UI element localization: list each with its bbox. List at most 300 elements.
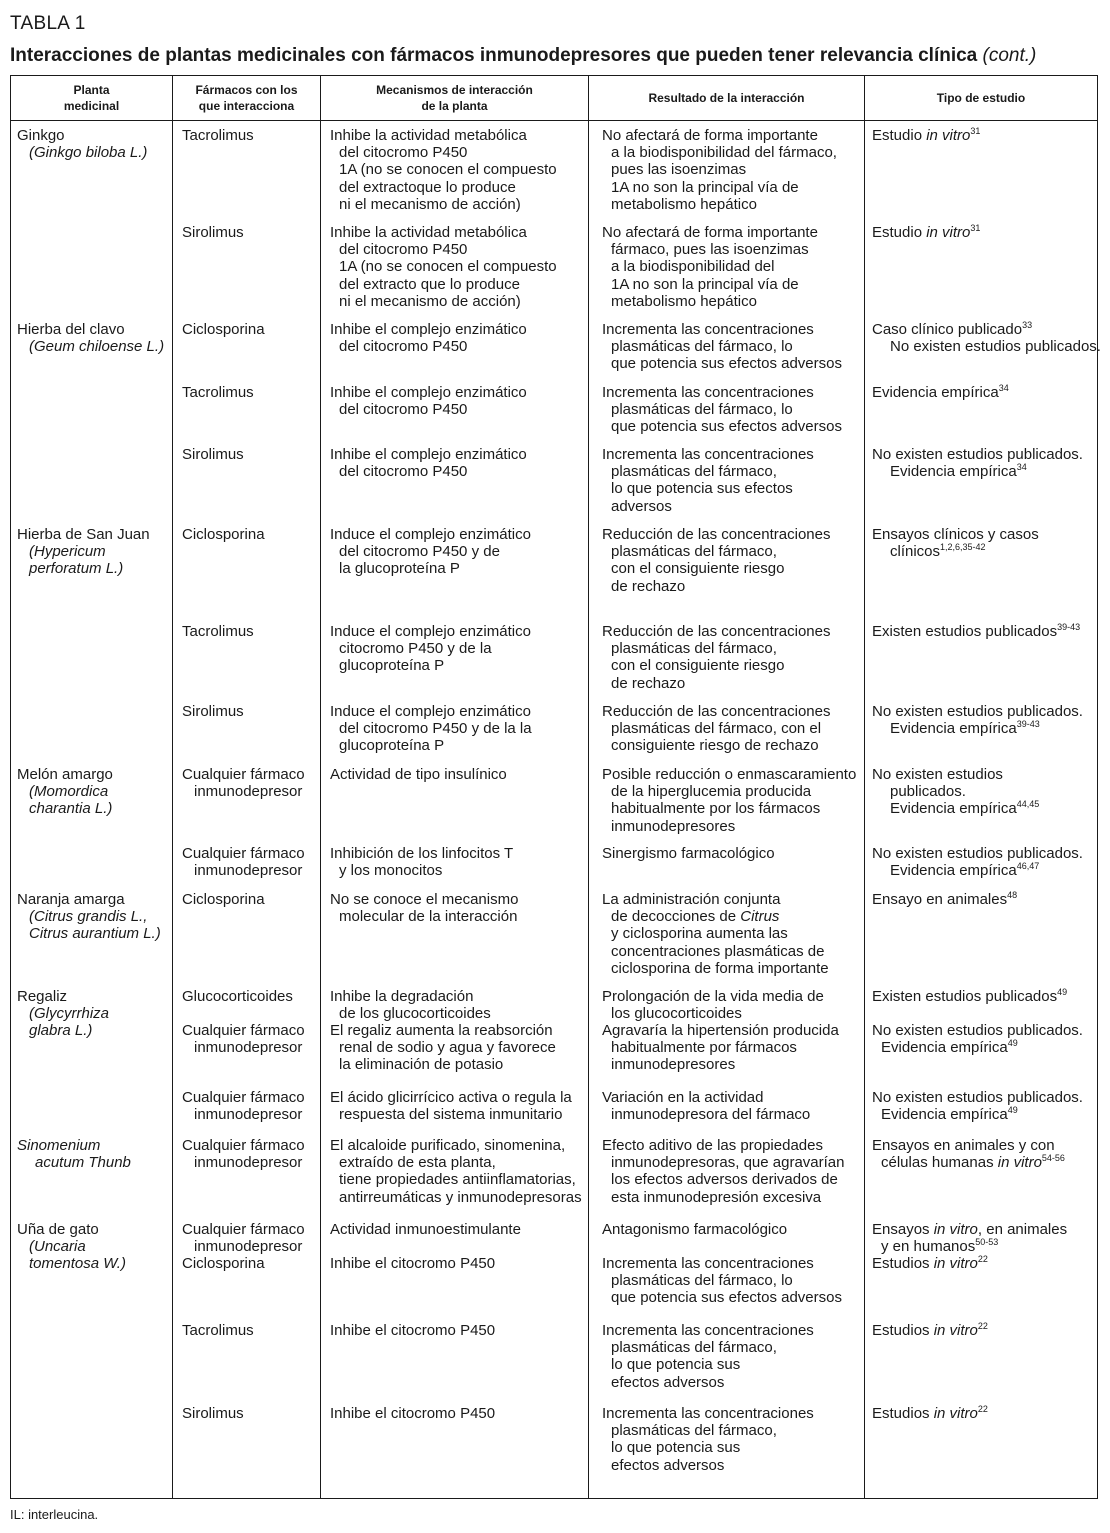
cell-result — [602, 127, 870, 213]
header-plant — [11, 76, 172, 120]
cell-mechanism — [330, 703, 592, 755]
cell-drug — [182, 623, 322, 640]
study-line: Ensayo en animales$^{48}$ — [872, 890, 1018, 908]
mechanism-line: El ácido glicirrícico activa o regula la — [330, 1089, 572, 1106]
italic-term: in vitro — [997, 1154, 1042, 1172]
cell-mechanism — [330, 766, 592, 783]
result-line: La administración conjunta — [602, 891, 781, 908]
result-line: lo que potencia sus efectos — [611, 480, 793, 498]
mechanism-line: Actividad de tipo insulínico — [330, 766, 507, 783]
cell-drug — [182, 446, 322, 463]
result-line: Incrementa las concentraciones — [602, 1405, 814, 1422]
drug-line: Tacrolimus — [182, 384, 254, 401]
drug-line: Ciclosporina — [182, 526, 265, 543]
header-drugs — [173, 76, 320, 120]
mechanism-line: del citocromo P450 — [339, 338, 468, 356]
result-line: esta inmunodepresión excesiva — [611, 1188, 822, 1206]
drug-line: inmunodepresor — [194, 1106, 303, 1124]
cell-mechanism — [330, 891, 592, 925]
cell-study — [872, 526, 1098, 560]
header-text: Fármacos con los — [195, 83, 298, 97]
table-footnote: IL: interleucina. — [10, 1507, 99, 1522]
result-line: inmunodepresores — [611, 1056, 736, 1074]
cell-study — [872, 891, 1098, 908]
cell-study — [872, 1137, 1098, 1171]
header-text: de la planta — [421, 99, 488, 113]
study-line: publicados. — [890, 783, 966, 801]
cell-result — [602, 1405, 870, 1474]
cell-drug — [182, 1322, 322, 1339]
result-line: de rechazo — [611, 674, 686, 692]
study-line: clínicos$^{1,2,6,35-42}$ — [890, 542, 986, 561]
drug-line: inmunodepresor — [194, 783, 303, 801]
mechanism-line: El alcaloide purificado, sinomenina, — [330, 1137, 566, 1154]
result-line: de la hiperglucemia producida — [611, 783, 812, 801]
result-line: Incrementa las concentraciones — [602, 1322, 814, 1339]
mechanism-line: Induce el complejo enzimático — [330, 703, 531, 720]
study-line: Estudios in vitro$^{22}$ — [872, 1404, 988, 1422]
result-line: 1A no son la principal vía de — [611, 275, 799, 293]
study-line: Evidencia empírica$^{34}$ — [890, 462, 1027, 481]
result-line: Reducción de las concentraciones — [602, 526, 831, 543]
table-label: TABLA 1 — [10, 13, 86, 34]
citation-ref: 48 — [1007, 890, 1018, 900]
cell-drug — [182, 1089, 322, 1123]
cell-drug — [182, 224, 322, 241]
mechanism-line: Inhibe el citocromo P450 — [330, 1405, 496, 1422]
mechanism-line: la glucoproteína P — [339, 560, 460, 578]
plant-name-line: Hierba de San Juan — [17, 526, 150, 543]
column-divider — [172, 75, 173, 1499]
italic-term: in vitro — [933, 1405, 978, 1422]
cell-study — [872, 1221, 1098, 1255]
cell-mechanism — [330, 384, 592, 418]
drug-line: Cualquier fármaco — [182, 1022, 305, 1039]
table-title-suffix: (cont.) — [982, 45, 1037, 66]
mechanism-line: Induce el complejo enzimático — [330, 526, 531, 543]
mechanism-line: del citocromo P450 y de — [339, 543, 500, 561]
result-line: Reducción de las concentraciones — [602, 703, 831, 720]
italic-term: in vitro — [933, 1255, 978, 1272]
cell-drug — [182, 1137, 322, 1171]
cell-drug — [182, 1255, 322, 1272]
mechanism-line: de los glucocorticoides — [339, 1005, 491, 1023]
cell-study — [872, 320, 1101, 356]
cell-mechanism — [330, 1255, 592, 1272]
result-line: Incrementa las concentraciones — [602, 446, 814, 463]
mechanism-line: del extracto que lo produce — [339, 275, 520, 293]
plant-name-line: acutum Thunb — [35, 1154, 131, 1172]
result-line: plasmáticas del fármaco, — [611, 1422, 777, 1440]
plant-name-line: (Uncaria — [29, 1238, 86, 1256]
cell-plant — [17, 766, 167, 818]
cell-mechanism — [330, 127, 592, 213]
result-line: a la biodisponibilidad del fármaco, — [611, 144, 837, 162]
result-line: plasmáticas del fármaco, lo — [611, 401, 793, 419]
plant-name-line: (Hypericum — [29, 543, 106, 561]
cell-study — [872, 703, 1098, 737]
cell-drug — [182, 845, 322, 879]
result-line: 1A no son la principal vía de — [611, 178, 799, 196]
result-line: Agravaría la hipertensión producida — [602, 1022, 839, 1039]
cell-drug — [182, 703, 322, 720]
result-line: Reducción de las concentraciones — [602, 623, 831, 640]
cell-result — [602, 321, 870, 373]
result-line: que potencia sus efectos adversos — [611, 1289, 842, 1307]
mechanism-line: 1A (no se conocen el compuesto — [339, 161, 557, 179]
plant-name-line: Citrus aurantium L.) — [29, 925, 161, 943]
citation-ref: 39-43 — [1016, 719, 1040, 730]
plant-name-line: Sinomenium — [17, 1137, 101, 1154]
header-result — [589, 76, 864, 120]
table-title-text: Interacciones de plantas medicinales con fármacos inmunodepresores que pueden tener relevancia clínica — [10, 45, 978, 66]
cell-result — [602, 988, 870, 1022]
result-line: Variación en la actividad — [602, 1089, 764, 1106]
study-line: Estudio in vitro$^{31}$ — [872, 126, 981, 144]
plant-name-line: Ginkgo — [17, 127, 65, 144]
citation-ref: 34 — [1016, 462, 1027, 473]
mechanism-line: Inhibe el citocromo P450 — [330, 1322, 496, 1339]
cell-mechanism — [330, 1221, 592, 1238]
drug-line: inmunodepresor — [194, 862, 303, 880]
mechanism-line: ni el mecanismo de acción) — [339, 195, 521, 213]
cell-study — [872, 446, 1098, 480]
mechanism-line: Inhibe el complejo enzimático — [330, 384, 527, 401]
citation-ref: 22 — [977, 1404, 988, 1414]
mechanism-line: Actividad inmunoestimulante — [330, 1221, 521, 1238]
result-line: con el consiguiente riesgo — [611, 657, 785, 675]
table-title — [10, 45, 1036, 67]
cell-result — [602, 446, 870, 515]
result-line: Incrementa las concentraciones — [602, 1255, 814, 1272]
result-line: y ciclosporina aumenta las — [611, 925, 788, 943]
result-line: metabolismo hepático — [611, 292, 757, 310]
result-line: Sinergismo farmacológico — [602, 845, 775, 862]
mechanism-line: 1A (no se conocen el compuesto — [339, 258, 557, 276]
mechanism-line: antirreumáticas y inmunodepresoras — [339, 1188, 582, 1206]
result-line: que potencia sus efectos adversos — [611, 355, 842, 373]
result-line: Incrementa las concentraciones — [602, 321, 814, 338]
citation-ref: 34 — [998, 383, 1009, 393]
result-line: de decocciones de Citrus — [611, 908, 780, 926]
cell-result — [602, 703, 870, 755]
plant-name-line: tomentosa W.) — [29, 1255, 126, 1273]
citation-ref: 54-56 — [1041, 1153, 1065, 1164]
mechanism-line: Inhibe la actividad metabólica — [330, 127, 527, 144]
drug-line: Cualquier fármaco — [182, 1137, 305, 1154]
cell-mechanism — [330, 1089, 592, 1123]
cell-study — [872, 1255, 1098, 1272]
result-line: habitualmente por los fármacos — [611, 800, 821, 818]
result-line: lo que potencia sus — [611, 1356, 741, 1374]
cell-plant — [17, 988, 167, 1040]
result-line: efectos adversos — [611, 1373, 725, 1391]
cell-mechanism — [330, 224, 592, 310]
citation-ref: 33 — [1022, 320, 1033, 330]
cell-drug — [182, 766, 322, 800]
mechanism-line: glucoproteína P — [339, 737, 445, 755]
mechanism-line: extraído de esta planta, — [339, 1154, 496, 1172]
result-line: consiguiente riesgo de rechazo — [611, 737, 819, 755]
header-mechanism — [321, 76, 588, 120]
cell-mechanism — [330, 526, 592, 578]
mechanism-line: Inhibe el complejo enzimático — [330, 446, 527, 463]
cell-mechanism — [330, 446, 592, 480]
plant-name-line: Melón amargo — [17, 766, 113, 783]
citation-ref: 46,47 — [1016, 861, 1040, 872]
result-line: plasmáticas del fármaco, con el — [611, 720, 822, 738]
mechanism-line: tiene propiedades antiinflamatorias, — [339, 1171, 576, 1189]
header-text: Tipo de estudio — [936, 91, 1026, 105]
citation-ref: 49 — [1007, 1038, 1018, 1049]
italic-term: in vitro — [926, 127, 971, 144]
cell-study — [872, 766, 1098, 818]
study-line: No existen estudios publicados. — [872, 1089, 1083, 1106]
drug-line: inmunodepresor — [194, 1039, 303, 1057]
cell-drug — [182, 891, 322, 908]
mechanism-line: citocromo P450 y de la — [339, 640, 492, 658]
drug-line: Ciclosporina — [182, 891, 265, 908]
header-study — [865, 76, 1097, 120]
cell-mechanism — [330, 623, 592, 675]
drug-line: Tacrolimus — [182, 623, 254, 640]
citation-ref: 1,2,6,35-42 — [940, 542, 986, 553]
drug-line: Tacrolimus — [182, 1322, 254, 1339]
study-line: Evidencia empírica$^{49}$ — [881, 1038, 1018, 1057]
mechanism-line: Induce el complejo enzimático — [330, 623, 531, 640]
italic-term: Citrus — [740, 908, 780, 926]
italic-term: in vitro — [933, 1221, 978, 1238]
drug-line: Cualquier fármaco — [182, 1221, 305, 1238]
cell-mechanism — [330, 1405, 592, 1422]
cell-study — [872, 988, 1098, 1005]
study-line: No existen estudios — [872, 766, 1003, 783]
cell-result — [602, 1022, 870, 1074]
cell-study — [872, 384, 1098, 401]
result-line: efectos adversos — [611, 1456, 725, 1474]
study-line: No existen estudios publicados. — [872, 1022, 1083, 1039]
study-line: Existen estudios publicados$^{39-43}$ — [872, 622, 1081, 640]
mechanism-line: Inhibe el complejo enzimático — [330, 321, 527, 338]
result-line: a la biodisponibilidad del — [611, 258, 775, 276]
study-line: Estudio in vitro$^{31}$ — [872, 223, 981, 241]
study-line: No existen estudios publicados. — [872, 845, 1083, 862]
result-line: plasmáticas del fármaco, — [611, 640, 777, 658]
study-line: Ensayos in vitro, en animales — [872, 1221, 1068, 1238]
result-line: Incrementa las concentraciones — [602, 384, 814, 401]
header-separator — [10, 120, 1098, 121]
cell-result — [602, 623, 870, 692]
cell-drug — [182, 526, 322, 543]
cell-plant — [17, 526, 167, 578]
mechanism-line: Inhibe el citocromo P450 — [330, 1255, 496, 1272]
result-line: Posible reducción o enmascaramiento — [602, 766, 857, 783]
drug-line: Glucocorticoides — [182, 988, 293, 1005]
italic-term: in vitro — [933, 1322, 978, 1339]
study-line: y en humanos$^{50-53}$ — [881, 1237, 999, 1256]
plant-name-line: Uña de gato — [17, 1221, 99, 1238]
cell-plant — [17, 1137, 167, 1171]
result-line: de rechazo — [611, 577, 686, 595]
drug-line: Ciclosporina — [182, 321, 265, 338]
citation-ref: 39-43 — [1057, 622, 1081, 632]
cell-result — [602, 384, 870, 436]
study-line: Caso clínico publicado$^{33}$ — [872, 320, 1033, 338]
plant-name-line: (Ginkgo biloba L.) — [29, 144, 148, 162]
drug-line: Sirolimus — [182, 446, 244, 463]
cell-result — [602, 766, 870, 835]
mechanism-line: molecular de la interacción — [339, 908, 518, 926]
result-line: Efecto aditivo de las propiedades — [602, 1137, 823, 1154]
result-line: inmunodepresoras, que agravarían — [611, 1154, 845, 1172]
citation-ref: 49 — [1057, 987, 1068, 997]
citation-ref: 31 — [970, 223, 981, 233]
cell-result — [602, 224, 870, 310]
mechanism-line: del citocromo P450 — [339, 401, 468, 419]
cell-mechanism — [330, 1137, 592, 1206]
cell-study — [872, 1405, 1098, 1422]
drug-line: Sirolimus — [182, 703, 244, 720]
study-line: Existen estudios publicados$^{49}$ — [872, 987, 1068, 1005]
mechanism-line: del extractoque lo produce — [339, 178, 516, 196]
drug-line: Ciclosporina — [182, 1255, 265, 1272]
plant-name-line: glabra L.) — [29, 1022, 93, 1040]
result-line: metabolismo hepático — [611, 195, 757, 213]
cell-plant — [17, 321, 167, 355]
study-line: Ensayos en animales y con — [872, 1137, 1055, 1154]
study-line: No existen estudios publicados. — [872, 446, 1083, 463]
cell-study — [872, 224, 1098, 241]
plant-name-line: (Citrus grandis L., — [29, 908, 148, 926]
mechanism-line: y los monocitos — [339, 862, 443, 880]
result-line: plasmáticas del fármaco, — [611, 1339, 777, 1357]
study-line: No existen estudios publicados. — [872, 703, 1083, 720]
cell-plant — [17, 127, 167, 161]
result-line: adversos — [611, 497, 672, 515]
cell-drug — [182, 1022, 322, 1056]
cell-plant — [17, 1221, 167, 1273]
study-line: No existen estudios publicados. — [890, 338, 1101, 356]
mechanism-line: Inhibe la degradación — [330, 988, 474, 1005]
cell-study — [872, 127, 1098, 144]
cell-study — [872, 845, 1098, 879]
plant-name-line: charantia L.) — [29, 800, 113, 818]
mechanism-line: la eliminación de potasio — [339, 1056, 504, 1074]
mechanism-line: del citocromo P450 — [339, 463, 468, 481]
result-line: con el consiguiente riesgo — [611, 560, 785, 578]
result-line: ciclosporina de forma importante — [611, 959, 829, 977]
study-line: Evidencia empírica$^{46,47}$ — [890, 861, 1040, 880]
plant-name-line: (Glycyrrhiza — [29, 1005, 110, 1023]
cell-result — [602, 1255, 870, 1307]
citation-ref: 22 — [977, 1321, 988, 1331]
cell-result — [602, 1137, 870, 1206]
result-line: plasmáticas del fármaco, — [611, 543, 777, 561]
header-text: que interacciona — [198, 99, 295, 113]
result-line: plasmáticas del fármaco, lo — [611, 1272, 793, 1290]
plant-name-line: (Momordica — [29, 783, 109, 801]
mechanism-line: respuesta del sistema inmunitario — [339, 1106, 563, 1124]
mechanism-line: No se conoce el mecanismo — [330, 891, 519, 908]
cell-drug — [182, 321, 322, 338]
drug-line: Tacrolimus — [182, 127, 254, 144]
mechanism-line: del citocromo P450 y de la la — [339, 720, 532, 738]
result-line: los efectos adversos derivados de — [611, 1171, 838, 1189]
mechanism-line: glucoproteína P — [339, 657, 445, 675]
mechanism-line: Inhibición de los linfocitos T — [330, 845, 514, 862]
cell-drug — [182, 127, 322, 144]
drug-line: Sirolimus — [182, 224, 244, 241]
plant-name-line: Regaliz — [17, 988, 68, 1005]
study-line: Evidencia empírica$^{39-43}$ — [890, 719, 1040, 738]
drug-line: inmunodepresor — [194, 1154, 303, 1172]
header-text: Planta — [73, 83, 110, 97]
cell-mechanism — [330, 988, 592, 1022]
header-text: Resultado de la interacción — [648, 91, 805, 105]
cell-result — [602, 1089, 870, 1123]
study-line: Ensayos clínicos y casos — [872, 526, 1039, 543]
cell-drug — [182, 988, 322, 1005]
drug-line: Cualquier fármaco — [182, 1089, 305, 1106]
mechanism-line: ni el mecanismo de acción) — [339, 292, 521, 310]
plant-name-line: (Geum chiloense L.) — [29, 338, 165, 356]
result-line: No afectará de forma importante — [602, 127, 818, 144]
mechanism-line: del citocromo P450 — [339, 144, 468, 162]
header-text: medicinal — [63, 99, 120, 113]
result-line: los glucocorticoides — [611, 1005, 742, 1023]
plant-name-line: perforatum L.) — [29, 560, 124, 578]
result-line: plasmáticas del fármaco, — [611, 463, 777, 481]
result-line: concentraciones plasmáticas de — [611, 942, 825, 960]
result-line: pues las isoenzimas — [611, 161, 747, 179]
result-line: plasmáticas del fármaco, lo — [611, 338, 793, 356]
result-line: fármaco, pues las isoenzimas — [611, 241, 809, 259]
citation-ref: 31 — [970, 126, 981, 136]
cell-mechanism — [330, 1322, 592, 1339]
result-line: Prolongación de la vida media de — [602, 988, 824, 1005]
study-line: Evidencia empírica$^{49}$ — [881, 1105, 1018, 1124]
drug-line: inmunodepresor — [194, 1238, 303, 1256]
study-line: Estudios in vitro$^{22}$ — [872, 1321, 988, 1339]
citation-ref: 49 — [1007, 1105, 1018, 1116]
cell-study — [872, 1022, 1098, 1056]
plant-name-line: Naranja amarga — [17, 891, 125, 908]
drug-line: Sirolimus — [182, 1405, 244, 1422]
mechanism-line: Inhibe la actividad metabólica — [330, 224, 527, 241]
result-line: No afectará de forma importante — [602, 224, 818, 241]
citation-ref: 50-53 — [975, 1237, 999, 1248]
result-line: inmunodepresores — [611, 817, 736, 835]
header-text: Mecanismos de interacción — [376, 83, 533, 97]
citation-ref: 22 — [977, 1254, 988, 1264]
italic-term: in vitro — [926, 224, 971, 241]
citation-ref: 44,45 — [1016, 799, 1040, 810]
result-line: inmunodepresora del fármaco — [611, 1106, 811, 1124]
cell-study — [872, 623, 1098, 640]
cell-mechanism — [330, 1022, 592, 1074]
plant-name-line: Hierba del clavo — [17, 321, 125, 338]
result-line: lo que potencia sus — [611, 1439, 741, 1457]
cell-drug — [182, 1405, 322, 1422]
study-line: Evidencia empírica$^{34}$ — [872, 383, 1009, 401]
cell-result — [602, 845, 870, 862]
mechanism-line: El regaliz aumenta la reabsorción — [330, 1022, 553, 1039]
study-line: células humanas in vitro$^{54-56}$ — [881, 1153, 1065, 1172]
cell-result — [602, 1221, 870, 1238]
drug-line: Cualquier fármaco — [182, 845, 305, 862]
cell-study — [872, 1322, 1098, 1339]
cell-study — [872, 1089, 1098, 1123]
